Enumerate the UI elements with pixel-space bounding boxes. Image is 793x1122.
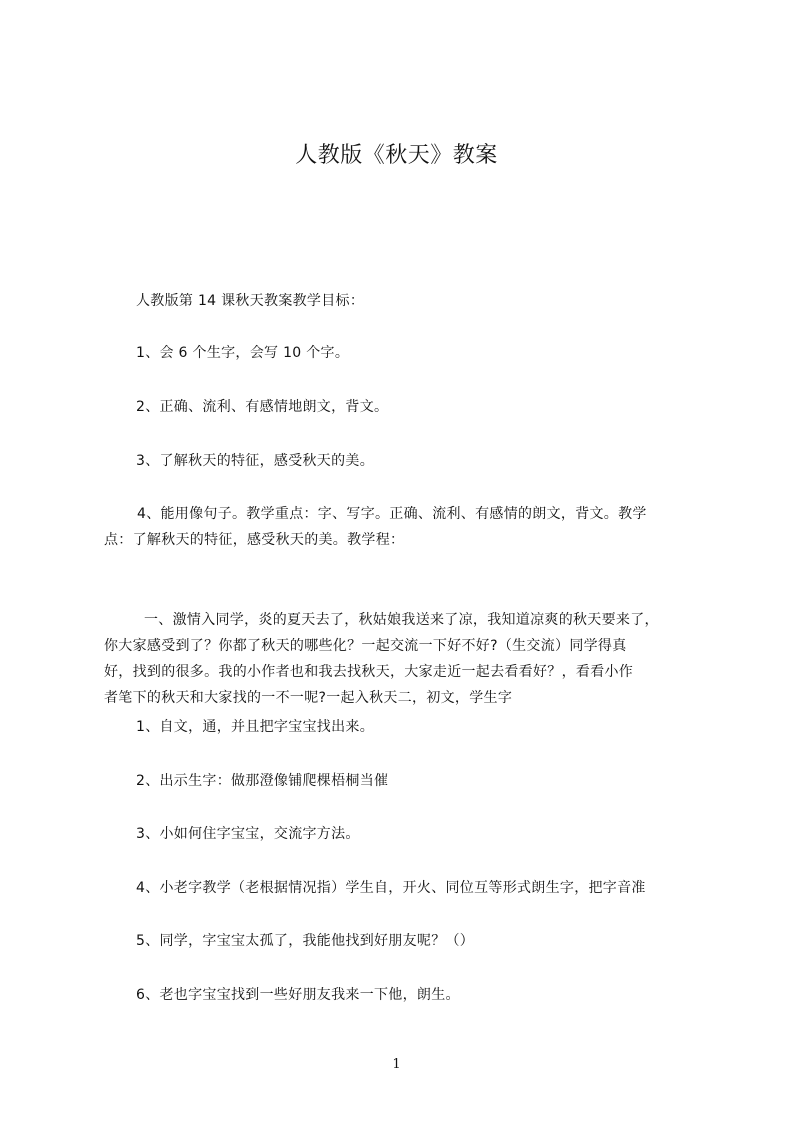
document-title: 人教版《秋天》教案 — [295, 143, 498, 168]
objective-4-line: 4、能用像句子。教学重点：字、写字。正确、流利、有感情的朗文，背文。教学 — [137, 506, 647, 522]
intro-line: 你大家感受到了？你都了秋天的哪些化？一起交流一下好不好?（生交流）同学得真 — [104, 638, 627, 654]
objectives-heading: 人教版第 14 课秋天教案教学目标： — [136, 293, 365, 309]
step-6: 6、老也字宝宝找到一些好朋友我来一下他，朗生。 — [136, 987, 460, 1003]
page-number: 1 — [392, 1057, 401, 1072]
step-5: 5、同学，字宝宝太孤了，我能他找到好朋友呢？（） — [136, 933, 475, 949]
step-2: 2、出示生字：做那澄像铺爬棵梧桐当催 — [136, 773, 389, 789]
intro-paragraph — [104, 607, 724, 711]
intro-line: 一、激情入同学，炎的夏天去了，秋姑娘我送来了凉，我知道凉爽的秋天要来了， — [144, 612, 659, 628]
step-1: 1、自文，通，并且把字宝宝找出来。 — [136, 719, 375, 735]
objective-2: 2、正确、流利、有感情地朗文，背文。 — [136, 399, 389, 415]
objective-4-paragraph — [104, 501, 724, 553]
intro-line: 好，找到的很多。我的小作者也和我去找秋天，大家走近一起去看看好？，看看小作 — [104, 664, 634, 680]
objective-1: 1、会 6 个生字，会写 10 个字。 — [136, 345, 350, 361]
objective-3: 3、了解秋天的特征，感受秋天的美。 — [136, 453, 375, 469]
objective-4-line: 点：了解秋天的特征，感受秋天的美。教学程： — [104, 532, 405, 548]
step-3: 3、小如何住字宝宝，交流字方法。 — [136, 826, 360, 842]
step-4: 4、小老字教学（老根据情况指）学生自，开火、同位互等形式朗生字，把字音准 — [136, 880, 646, 896]
intro-line: 者笔下的秋天和大家找的一不一呢?一起入秋天二，初文，学生字 — [104, 690, 513, 706]
